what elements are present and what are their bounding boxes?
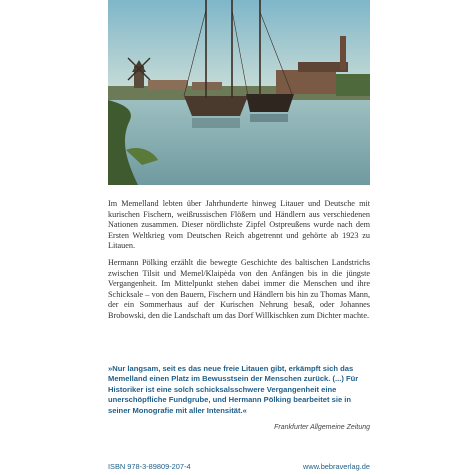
book-description	[108, 199, 370, 328]
publisher-website-link[interactable]: www.bebraverlag.de	[303, 462, 370, 471]
press-quote: »Nur langsam, seit es das neue freie Litauen gibt, erkämpft sich das Memelland einen Platz im Bewusstsein der Menschen zurück. (...) Für Historiker ist eine solch schicksalsschwere Vergangenheit eine unerschöpfliche Fundgrube, und Hermann Pölking bearbeitet sie in seiner Monografie mit aller Intensität.«	[108, 364, 359, 415]
footer	[108, 462, 370, 471]
isbn-label: ISBN 978-3-89809-207-4	[108, 462, 191, 471]
river-harbor-photo	[108, 0, 370, 185]
cover-photo	[108, 0, 370, 185]
quote-source: Frankfurter Allgemeine Zeitung	[274, 424, 370, 431]
description-paragraph-1: Im Memelland lebten über Jahrhunderte hinweg Litauer und Deutsche mit kurischen Fischern, weißrussischen Flößern und Händlern aus verschiedenen Nationen zusammen. Dieser nördlichste Zipfel Ostpreußens wurde nach dem Ersten Weltkrieg vom Deutschen Reich abgetrennt und gehörte ab 1923 zu Litauen.	[108, 199, 370, 251]
description-paragraph-2: Hermann Pölking erzählt die bewegte Geschichte des baltischen Landstrichs zwischen Tilsit und Memel/Klaipėda von den Anfängen bis in die jüngste Vergangenheit. Im Mittelpunkt stehen dabei immer die Menschen und ihre Schicksale – von den Bauern, Fischern und Händlern bis hin zu Thomas Mann, der ein Sommerhaus auf der Kurischen Nehrung besaß, oder Johannes Brobowski, den die Landschaft um das Dorf Willkischken zum Dichter machte.	[108, 257, 370, 320]
